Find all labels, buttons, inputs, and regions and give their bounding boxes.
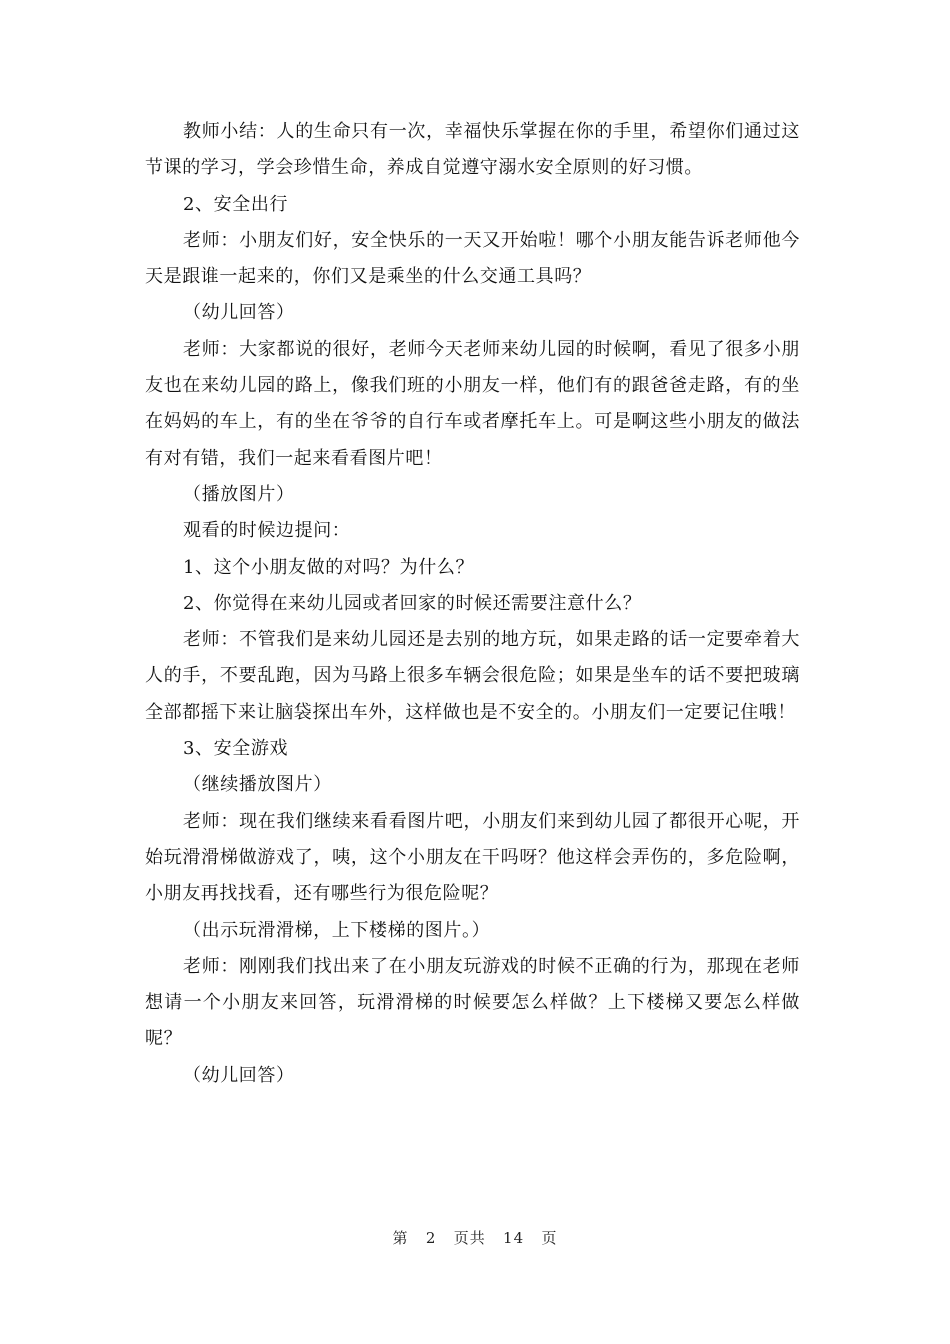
paragraph-continue-pictures: （继续播放图片） xyxy=(183,774,332,796)
paragraph-play-pictures: （播放图片） xyxy=(183,483,295,505)
paragraph-show-slide-pictures: （出示玩滑滑梯，上下楼梯的图片。） xyxy=(183,919,491,941)
section-heading-travel: 2、安全出行 xyxy=(183,193,289,215)
page-footer xyxy=(0,1227,950,1248)
paragraph-child-answer-2: （幼儿回答） xyxy=(183,1064,295,1086)
footer-prefix: 第 xyxy=(392,1229,409,1247)
question-item-2: 2、你觉得在来幼儿园或者回家的时候还需要注意什么？ xyxy=(183,592,642,614)
question-item-1: 1、这个小朋友做的对吗？为什么？ xyxy=(183,556,475,578)
paragraph-teacher-slide: 老师：现在我们继续来看看图片吧，小朋友们来到幼儿园了都很开心呢，开始玩滑滑梯做游戏了，咦，这个小朋友在干吗呀？他这样会弄伤的，多危险啊，小朋友再找找看，还有哪些行为很危险呢？ xyxy=(145,810,800,905)
paragraph-ask-while-watching: 观看的时候边提问： xyxy=(183,520,351,542)
document-body xyxy=(145,114,800,1094)
paragraph-teacher-question: 老师：刚刚我们找出来了在小朋友玩游戏的时候不正确的行为，那现在老师想请一个小朋友来回答，玩滑滑梯的时候要怎么样做？上下楼梯又要怎么样做呢？ xyxy=(145,955,800,1050)
paragraph-teacher-greeting: 老师：小朋友们好，安全快乐的一天又开始啦！哪个小朋友能告诉老师他今天是跟谁一起来的，你们又是乘坐的什么交通工具吗？ xyxy=(145,229,800,288)
paragraph-summary: 教师小结：人的生命只有一次，幸福快乐掌握在你的手里，希望你们通过这节课的学习，学会珍惜生命，养成自觉遵守溺水安全原则的好习惯。 xyxy=(145,121,800,179)
section-heading-games: 3、安全游戏 xyxy=(183,738,289,760)
paragraph-teacher-road: 老师：大家都说的很好，老师今天老师来幼儿园的时候啊，看见了很多小朋友也在来幼儿园的路上，像我们班的小朋友一样，他们有的跟爸爸走路，有的坐在妈妈的车上，有的坐在爷爷的自行车或者摩托车上。可是啊这些小朋友的做法有对有错，我们一起来看看图片吧！ xyxy=(145,338,800,469)
footer-suffix: 页 xyxy=(541,1229,558,1247)
paragraph-child-answer: （幼儿回答） xyxy=(183,302,295,324)
footer-current-page: 2 xyxy=(425,1229,437,1247)
paragraph-teacher-safety-rules: 老师：不管我们是来幼儿园还是去别的地方玩，如果走路的话一定要牵着大人的手，不要乱跑，因为马路上很多车辆会很危险；如果是坐车的话不要把玻璃全部都摇下来让脑袋探出车外，这样做也是不安全的。小朋友们一定要记住哦！ xyxy=(145,629,800,723)
footer-total-pages: 14 xyxy=(503,1229,525,1247)
footer-middle: 页共 xyxy=(453,1229,486,1247)
